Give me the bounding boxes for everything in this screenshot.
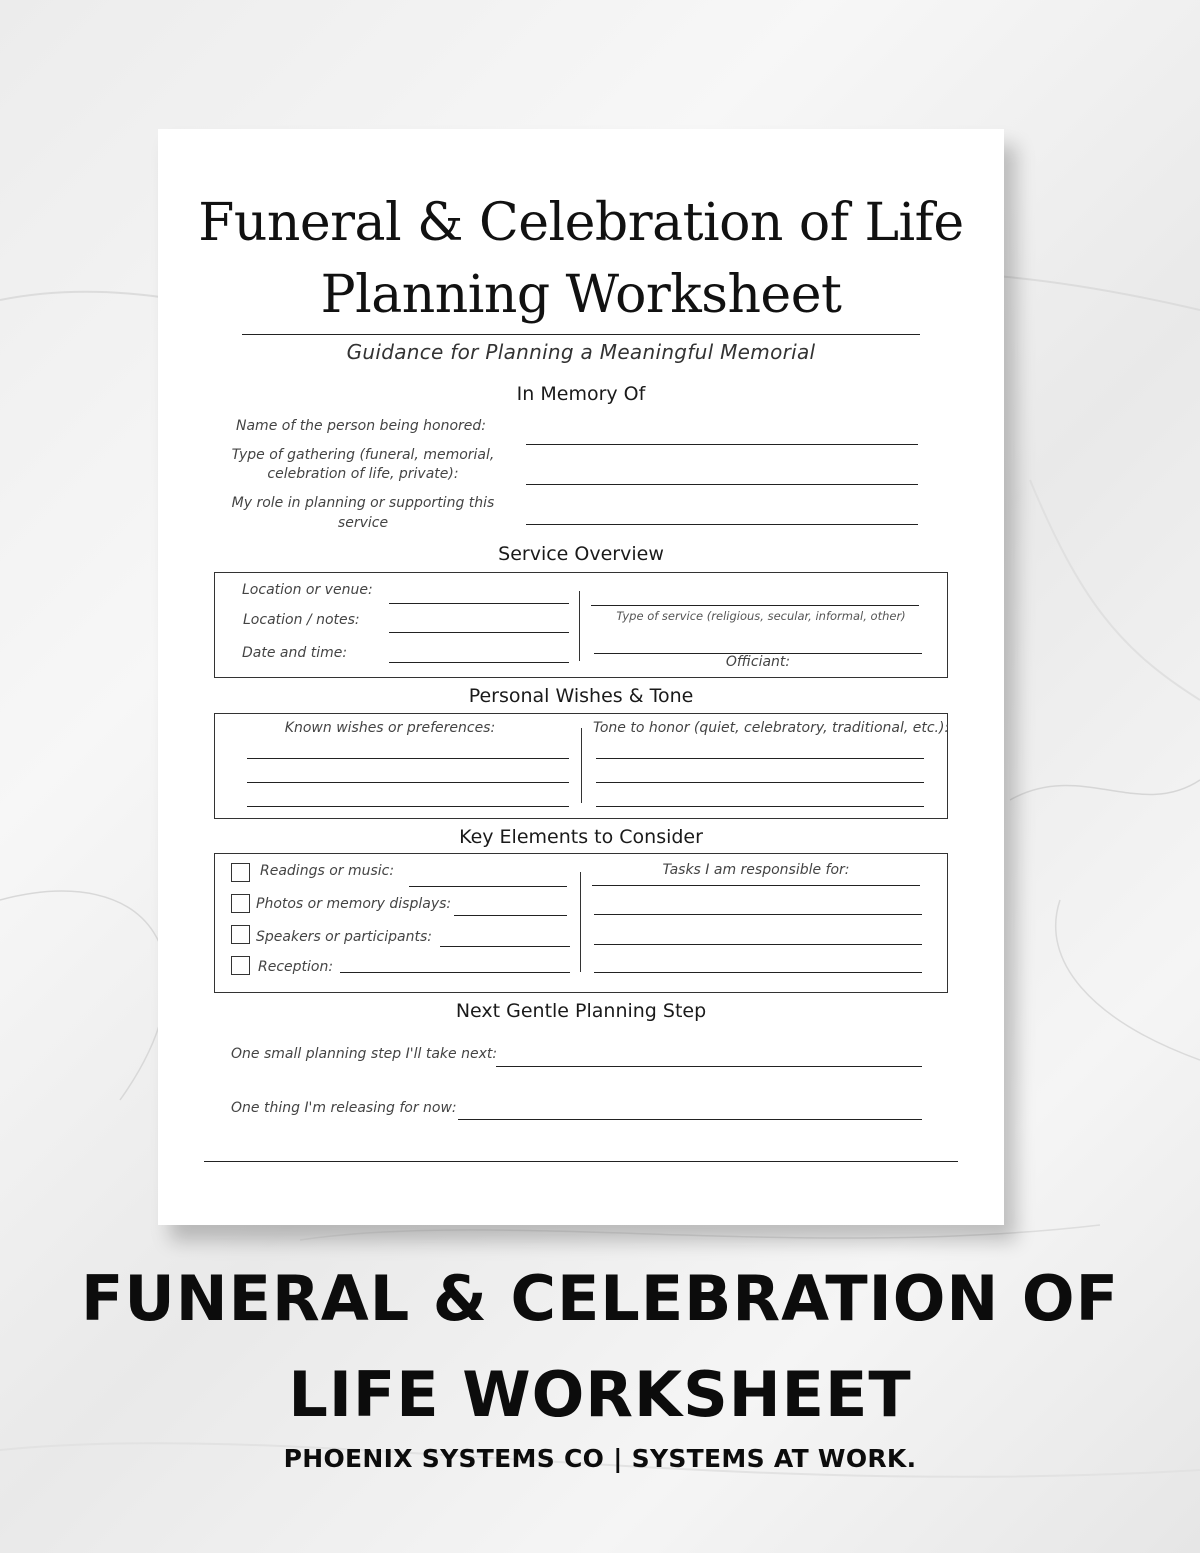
worksheet-page [158,129,1004,1225]
tasks-line-4[interactable] [594,972,922,973]
next-step-label: One small planning step I'll take next: [231,1046,498,1062]
readings-line[interactable] [409,886,567,887]
speakers-line[interactable] [440,946,570,947]
name-label: Name of the person being honored: [236,418,487,434]
releasing-line[interactable] [458,1119,922,1120]
tone-label: Tone to honor (quiet, celebratory, traditional, etc.): [593,720,950,736]
notes-label: Location / notes: [243,612,360,628]
role-label-line-1: My role in planning or supporting this [231,495,495,511]
worksheet-title-line-1: Funeral & Celebration of Life [198,193,964,253]
reception-label: Reception: [258,959,334,975]
wishes-divider [581,728,582,803]
wishes-line-2[interactable] [247,782,569,783]
reception-line[interactable] [340,972,570,973]
tone-line-1[interactable] [596,758,924,759]
next-step-heading: Next Gentle Planning Step [455,1000,707,1022]
type-line[interactable] [591,605,919,606]
banner-title-line-1: FUNERAL & CELEBRATION OF [81,1262,1119,1335]
gathering-label-line-2: celebration of life, private): [267,466,459,482]
tasks-line-3[interactable] [594,944,922,945]
role-line[interactable] [526,524,918,525]
officiant-label: Officiant: [725,654,791,670]
tasks-label: Tasks I am responsible for: [662,862,850,878]
gathering-label-line-1: Type of gathering (funeral, memorial, [231,447,495,463]
role-label-line-2: service [337,515,389,531]
next-step-line[interactable] [496,1066,922,1067]
location-label: Location or venue: [242,582,373,598]
location-line[interactable] [389,603,569,604]
readings-label: Readings or music: [260,863,395,879]
gathering-line[interactable] [526,484,918,485]
tone-line-3[interactable] [596,806,924,807]
photos-checkbox[interactable] [231,894,250,913]
readings-checkbox[interactable] [231,863,250,882]
tone-line-2[interactable] [596,782,924,783]
wishes-heading: Personal Wishes & Tone [468,685,694,707]
type-label: Type of service (religious, secular, informal, other) [616,609,906,623]
banner-title-line-2: LIFE WORKSHEET [288,1358,912,1431]
tasks-line-1[interactable] [592,885,920,886]
banner-tagline: PHOENIX SYSTEMS CO | SYSTEMS AT WORK. [283,1444,917,1473]
photos-line[interactable] [454,915,567,916]
photos-label: Photos or memory displays: [256,896,452,912]
wishes-line-3[interactable] [247,806,569,807]
date-label: Date and time: [242,645,348,661]
wishes-line-1[interactable] [247,758,569,759]
key-elements-heading: Key Elements to Consider [459,826,703,848]
name-line[interactable] [526,444,918,445]
releasing-label: One thing I'm releasing for now: [231,1100,457,1116]
speakers-label: Speakers or participants: [256,929,432,945]
footer-rule [204,1161,958,1162]
title-underline [242,334,920,335]
key-elements-divider [580,872,581,972]
tasks-line-2[interactable] [594,914,922,915]
service-divider [579,591,580,661]
reception-checkbox[interactable] [231,956,250,975]
known-wishes-label: Known wishes or preferences: [284,720,496,736]
service-overview-heading: Service Overview [498,543,664,565]
in-memory-heading: In Memory Of [516,383,646,405]
notes-line[interactable] [389,632,569,633]
speakers-checkbox[interactable] [231,925,250,944]
worksheet-subtitle: Guidance for Planning a Meaningful Memorial [346,340,816,364]
worksheet-title-line-2: Planning Worksheet [320,265,842,325]
date-line[interactable] [389,662,569,663]
